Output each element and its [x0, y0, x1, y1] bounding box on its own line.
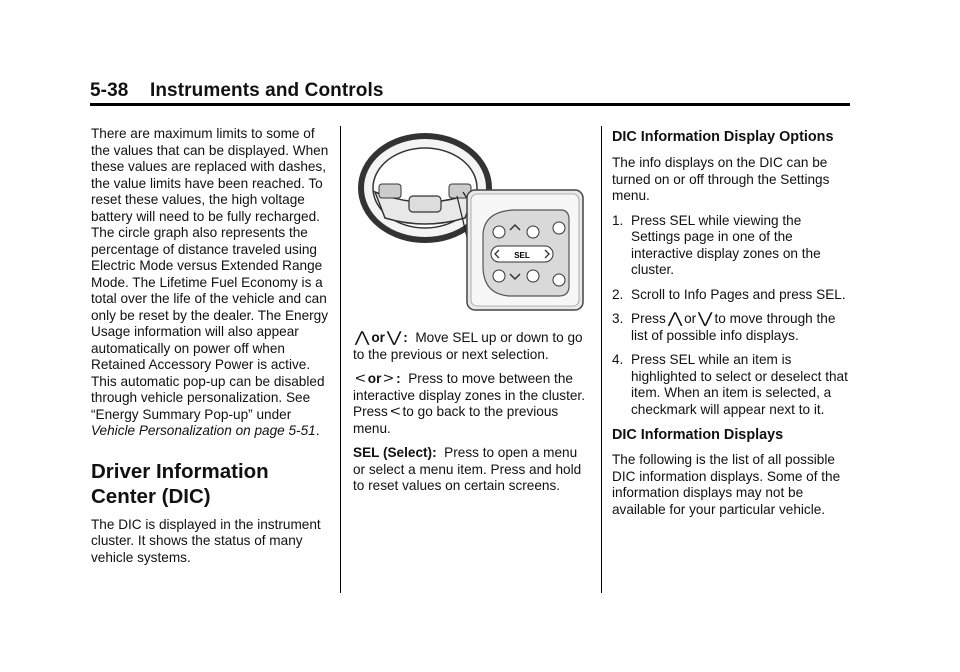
column-divider	[340, 126, 341, 593]
column-middle	[353, 126, 593, 495]
chevron-down-icon: ⋁	[697, 310, 713, 327]
list-item	[612, 352, 852, 418]
cross-reference-link[interactable]: Vehicle Personalization on page 5-51	[91, 423, 316, 438]
paragraph-end: .	[315, 423, 320, 438]
section-heading-display-options: DIC Information Display Options	[612, 129, 834, 145]
step-number: 3.	[612, 311, 624, 326]
leftright-text: Press to move between the interactive display zones in the cluster. Press	[353, 371, 585, 419]
updown-description	[353, 330, 593, 363]
paragraph-options-intro: The info displays on the DIC can be turned on or off through the Settings menu.	[612, 155, 830, 203]
step-text: Press SEL while an item is highlighted to select or deselect that item. When an item is selected, a checkmark will appear next to it.	[631, 352, 848, 417]
dic-control-panel-closeup	[467, 190, 583, 310]
step-text: Press SEL while viewing the Settings page in one of the interactive display zones on the cluster.	[631, 212, 821, 277]
chevron-left-icon: <	[389, 403, 401, 420]
leftright-description	[353, 371, 593, 437]
column-right	[612, 128, 852, 518]
page-title: 5-38 Instruments and Controls	[90, 80, 384, 101]
updown-text: Move SEL up or down to go to the previous or next selection.	[353, 330, 583, 362]
chevron-left-icon: <	[355, 370, 366, 387]
step-text: Scroll to Info Pages and press SEL.	[631, 286, 846, 302]
figure-sel-label: SEL	[514, 251, 530, 260]
step-number: 4.	[612, 352, 624, 367]
sel-description	[353, 445, 593, 495]
colon-label: :	[403, 330, 408, 345]
page-header	[90, 80, 850, 102]
step-text: Press	[631, 311, 666, 326]
section-heading-information-displays: DIC Information Displays	[612, 427, 784, 443]
colon-label: :	[396, 371, 401, 386]
or-label: or	[367, 371, 382, 386]
sel-label: SEL (Select):	[353, 445, 437, 460]
or-label: or	[684, 311, 697, 326]
chevron-down-icon: ⋁	[386, 329, 402, 346]
chevron-right-icon: >	[383, 370, 395, 387]
chevron-up-icon: ⋀	[667, 310, 683, 327]
section-heading-dic: Driver Information Center (DIC)	[91, 459, 269, 508]
list-item	[612, 311, 852, 344]
leftright-text-end: to go back to the previous menu.	[353, 404, 559, 436]
sel-text: Press to open a menu or select a menu item. Press and hold to reset values on certain screens.	[353, 445, 582, 493]
column-left	[91, 126, 331, 566]
steps-list	[612, 213, 852, 419]
step-number: 1.	[612, 212, 624, 228]
column-divider	[601, 126, 602, 593]
list-item	[612, 287, 852, 304]
chevron-up-icon: ⋀	[354, 329, 370, 346]
step-number: 2.	[612, 286, 624, 302]
header-rule	[90, 103, 850, 106]
paragraph-limits-text: There are maximum limits to some of the values that can be displayed. When these values are replaced with dashes, the value limits have been reached. To reset these values, the high voltage battery will need to be fully recharged. The circle graph also represents the percentage of distance traveled using Electric Mode versus Extended Range Mode. The Lifetime Fuel Economy is a total over the life of the vehicle and can only be reset by the dealer. The Energy Usage information will also appear automatically on power off when Retained Accessory Power is active. This automatic pop-up can be disabled through vehicle personalization. See “Energy Summary Pop-up” under	[91, 126, 329, 422]
list-item	[612, 213, 852, 279]
steering-wheel-figure	[353, 126, 587, 316]
paragraph-dic-intro: The DIC is displayed in the instrument cluster. It shows the status of many vehicle systems.	[91, 516, 321, 565]
steering-wheel-illustration	[353, 126, 587, 316]
step-text: to move through the list of possible info displays.	[631, 311, 836, 343]
or-label: or	[371, 330, 385, 345]
paragraph-limits	[91, 126, 331, 440]
paragraph-displays-list-intro: The following is the list of all possible DIC information displays. Some of the information displays may not be available for your particular vehicle.	[612, 452, 841, 517]
